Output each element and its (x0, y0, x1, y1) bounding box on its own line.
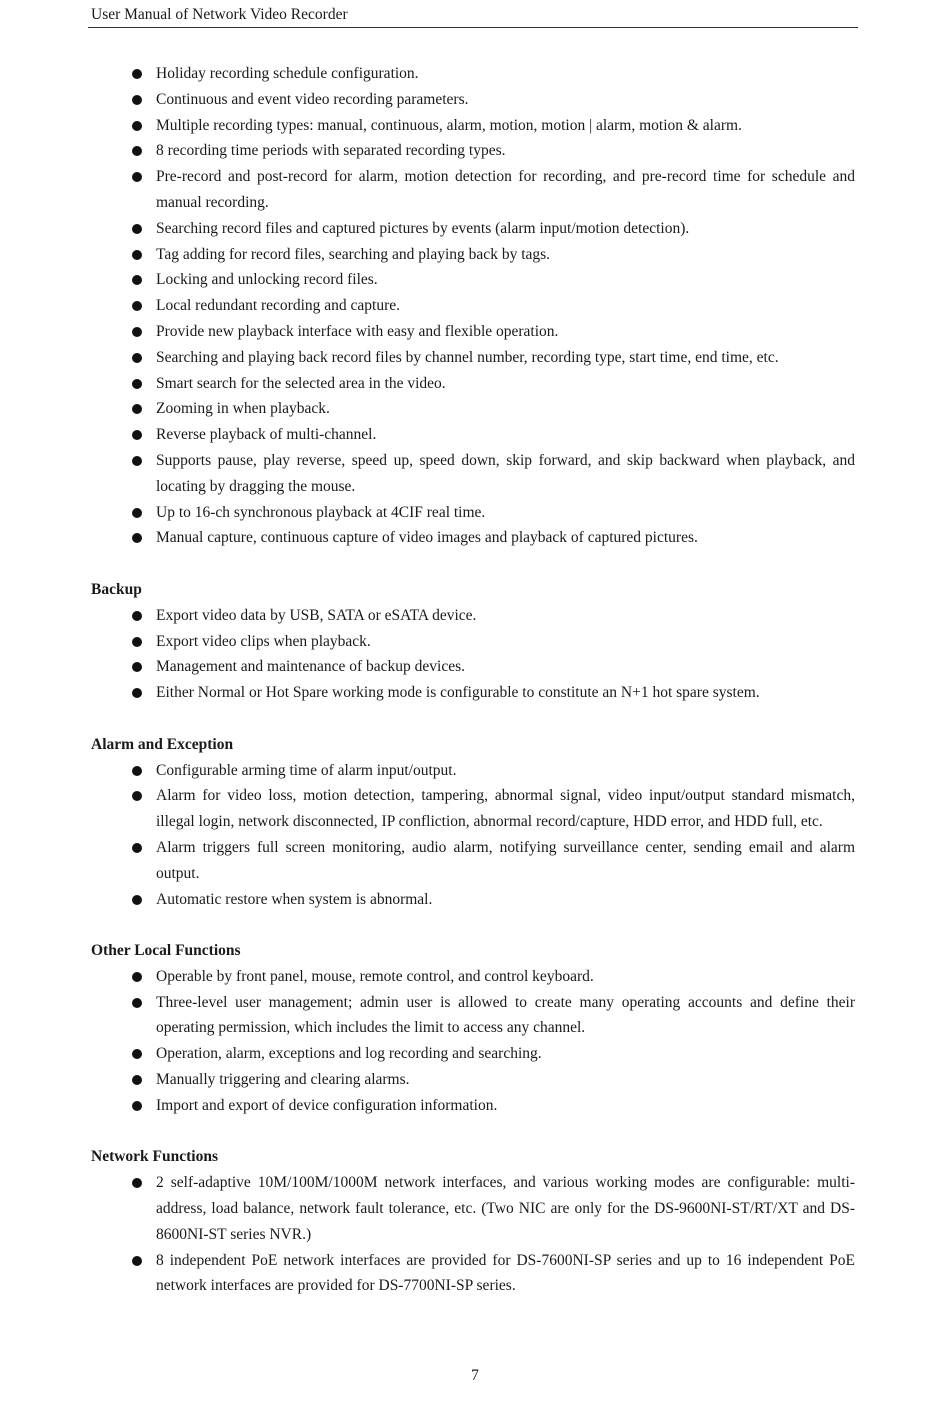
bullet-icon (132, 766, 142, 776)
list-item-text: Management and maintenance of backup devices. (156, 658, 466, 676)
bullet-icon (132, 998, 142, 1008)
bullet-icon (132, 146, 142, 156)
bullet-icon (132, 379, 142, 389)
list-item (156, 603, 855, 629)
bullet-icon (132, 1256, 142, 1266)
list-item-text: Smart search for the selected area in the video. (156, 374, 446, 392)
list-item (156, 319, 855, 345)
bullet-list (0, 1170, 950, 1299)
bullet-icon (132, 327, 142, 337)
bullet-icon (132, 172, 142, 182)
bullet-icon (132, 688, 142, 698)
bullet-icon (132, 456, 142, 466)
page-header (88, 3, 858, 28)
bullet-icon (132, 430, 142, 440)
list-item-text: Alarm for video loss, motion detection, tampering, abnormal signal, video input/output standard mismatch, illegal login, network disconnected, IP confliction, abnormal record/capture, HDD error, and HDD full, etc. (156, 787, 855, 831)
list-item-text: Either Normal or Hot Spare working mode is configurable to constitute an N+1 hot spare system. (156, 684, 760, 702)
document-body (0, 61, 950, 1299)
list-item-text: Supports pause, play reverse, speed up, speed down, skip forward, and skip backward when playback, and locating by dragging the mouse. (156, 451, 855, 495)
list-item (156, 990, 855, 1042)
list-item-text: Tag adding for record files, searching and playing back by tags. (156, 245, 551, 263)
bullet-icon (132, 611, 142, 621)
bullet-icon (132, 224, 142, 234)
bullet-list (0, 758, 950, 913)
list-item (156, 629, 855, 655)
list-item (156, 61, 855, 87)
list-item (156, 164, 855, 216)
list-item (156, 293, 855, 319)
list-item (156, 267, 855, 293)
list-item (156, 422, 855, 448)
list-item (156, 758, 855, 784)
list-item-text: Manual capture, continuous capture of video images and playback of captured pictures. (156, 529, 698, 547)
bullet-icon (132, 662, 142, 672)
list-item (156, 345, 855, 371)
bullet-icon (132, 1049, 142, 1059)
list-item (156, 525, 855, 551)
list-item-text: Up to 16-ch synchronous playback at 4CIF real time. (156, 503, 486, 521)
list-item-text: 8 independent PoE network interfaces are provided for DS-7600NI-SP series and up to 16 independent PoE network interfaces are provided for DS-7700NI-SP series. (156, 1251, 855, 1295)
bullet-icon (132, 637, 142, 647)
list-item-text: 8 recording time periods with separated recording types. (156, 142, 506, 160)
list-item (156, 783, 855, 835)
list-item (156, 964, 855, 990)
list-item-text: Provide new playback interface with easy and flexible operation. (156, 322, 559, 340)
list-item-text: Pre-record and post-record for alarm, motion detection for recording, and pre-record time for schedule and manual recording. (156, 168, 855, 211)
list-item-text: Zooming in when playback. (156, 400, 330, 418)
section-heading: Backup (91, 580, 142, 598)
header-title: User Manual of Network Video Recorder (91, 6, 348, 23)
bullet-icon (132, 95, 142, 105)
bullet-list (0, 964, 950, 1119)
list-item-text: Manually triggering and clearing alarms. (156, 1071, 410, 1089)
bullet-icon (132, 404, 142, 414)
list-item-text: Three-level user management; admin user is allowed to create many operating accounts and define their operating permission, which includes the limit to access any channel. (156, 993, 855, 1037)
bullet-icon (132, 69, 142, 79)
bullet-icon (132, 895, 142, 905)
list-item-text: Export video clips when playback. (156, 632, 371, 650)
list-item-text: Locking and unlocking record files. (156, 271, 378, 289)
list-item (156, 242, 855, 268)
list-item-text: Configurable arming time of alarm input/output. (156, 761, 457, 779)
list-item (156, 1067, 855, 1093)
list-item (156, 448, 855, 500)
list-item-text: Multiple recording types: manual, continuous, alarm, motion, motion | alarm, motion & alarm. (156, 116, 742, 134)
section-heading: Network Functions (91, 1148, 219, 1166)
list-item-text: Operation, alarm, exceptions and log recording and searching. (156, 1045, 542, 1063)
list-item-text: Reverse playback of multi-channel. (156, 426, 377, 444)
bullet-icon (132, 353, 142, 363)
bullet-icon (132, 843, 142, 853)
list-item-text: Continuous and event video recording parameters. (156, 90, 469, 108)
list-item-text: Local redundant recording and capture. (156, 297, 401, 315)
list-item (156, 396, 855, 422)
list-item (156, 371, 855, 397)
page-number: 7 (471, 1367, 479, 1384)
bullet-icon (132, 533, 142, 543)
bullet-icon (132, 301, 142, 311)
list-item-text: Export video data by USB, SATA or eSATA device. (156, 606, 477, 624)
list-item (156, 1170, 855, 1247)
list-item-text: Import and export of device configuration information. (156, 1096, 498, 1114)
bullet-list (0, 603, 950, 706)
list-item (156, 500, 855, 526)
bullet-icon (132, 791, 142, 801)
list-item (156, 887, 855, 913)
list-item-text: Searching and playing back record files by channel number, recording type, start time, end time, etc. (156, 348, 779, 366)
section-heading: Other Local Functions (91, 942, 241, 960)
list-item (156, 87, 855, 113)
bullet-icon (132, 972, 142, 982)
bullet-icon (132, 121, 142, 131)
bullet-icon (132, 1101, 142, 1111)
bullet-icon (132, 1075, 142, 1085)
list-item (156, 216, 855, 242)
list-item (156, 835, 855, 887)
list-item-text: Operable by front panel, mouse, remote control, and control keyboard. (156, 967, 594, 985)
list-item (156, 113, 855, 139)
list-item (156, 138, 855, 164)
list-item-text: 2 self-adaptive 10M/100M/1000M network interfaces, and various working modes are configurable: multi-address, load balance, network fault tolerance, etc. (Two NIC are only for the DS-9600NI-ST/RT/XT and DS-8600NI-ST series NVR.) (156, 1174, 855, 1243)
bullet-list (0, 61, 950, 551)
list-item-text: Automatic restore when system is abnormal. (156, 890, 433, 908)
list-item (156, 654, 855, 680)
list-item (156, 680, 855, 706)
list-item-text: Alarm triggers full screen monitoring, audio alarm, notifying surveillance center, sending email and alarm output. (156, 838, 855, 882)
list-item-text: Searching record files and captured pictures by events (alarm input/motion detection). (156, 219, 690, 237)
list-item (156, 1248, 855, 1300)
list-item (156, 1093, 855, 1119)
bullet-icon (132, 275, 142, 285)
bullet-icon (132, 508, 142, 518)
list-item (156, 1041, 855, 1067)
bullet-icon (132, 250, 142, 260)
section-heading: Alarm and Exception (91, 735, 234, 753)
list-item-text: Holiday recording schedule configuration. (156, 65, 419, 82)
bullet-icon (132, 1178, 142, 1188)
